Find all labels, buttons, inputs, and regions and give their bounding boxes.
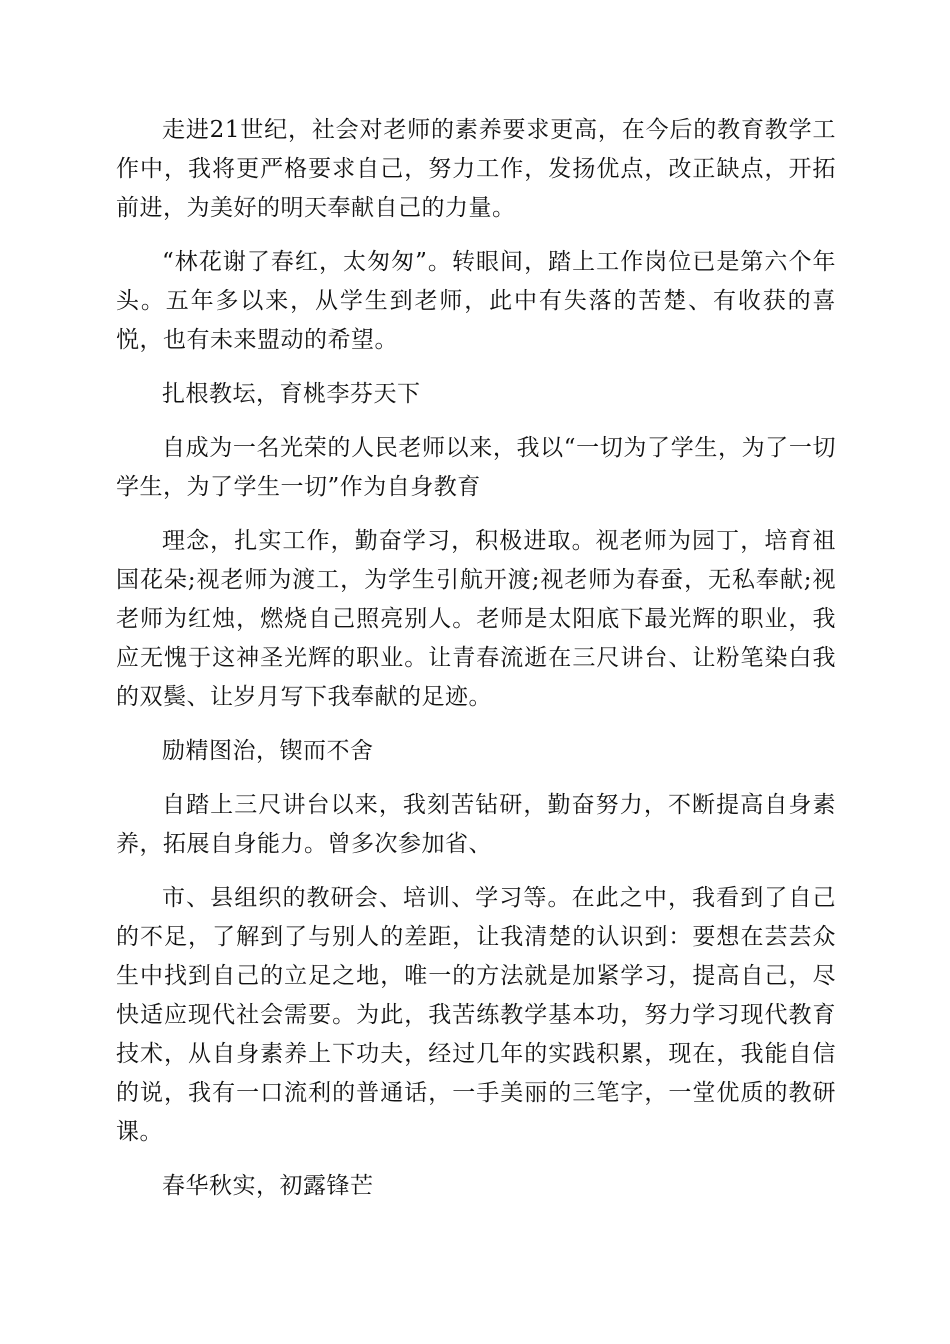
paragraph-quote: “林花谢了春红，太匆匆”。转眼间，踏上工作岗位已是第六个年头。五年多以来，从学生到老师，此中有失落的苦楚、有收获的喜悦，也有未来盟动的希望。	[116, 249, 836, 353]
document-body	[116, 111, 836, 1221]
paragraph-intro: 走进21世纪，社会对老师的素养要求更高，在今后的教育教学工作中，我将更严格要求自己，努力工作，发扬优点，改正缺点，开拓前进，为美好的明天奉献自己的力量。	[116, 117, 836, 221]
section-heading-root: 扎根教坛，育桃李芬天下	[162, 381, 421, 407]
section-heading-diligence: 励精图治，锲而不舍	[162, 738, 374, 764]
paragraph-study: 自踏上三尺讲台以来，我刻苦钻研，勤奋努力，不断提高自身素养，拓展自身能力。曾多次参加省、	[116, 792, 836, 857]
paragraph-teacher: 自成为一名光荣的人民老师以来，我以“一切为了学生，为了一切学生，为了学生一切”作为自身教育	[116, 435, 836, 500]
paragraph-philosophy: 理念，扎实工作，勤奋学习，积极进取。视老师为园丁，培育祖国花朵;视老师为渡工，为学生引航开渡;视老师为春蚕，无私奉献;视老师为红烛，燃烧自己照亮别人。老师是太阳底下最光辉的职业，我应无愧于这神圣光辉的职业。让青春流逝在三尺讲台、让粉笔染白我的双鬓、让岁月写下我奉献的足迹。	[116, 528, 836, 710]
section-heading-harvest: 春华秋实，初露锋芒	[162, 1173, 374, 1199]
paragraph-training: 市、县组织的教研会、培训、学习等。在此之中，我看到了自己的不足，了解到了与别人的差距，让我清楚的认识到：要想在芸芸众生中找到自己的立足之地，唯一的方法就是加紧学习，提高自己，尽快适应现代社会需要。为此，我苦练教学基本功，努力学习现代教育技术，从自身素养上下功夫，经过几年的实践积累，现在，我能自信的说，我有一口流利的普通话，一手美丽的三笔字，一堂优质的教研课。	[116, 885, 836, 1145]
